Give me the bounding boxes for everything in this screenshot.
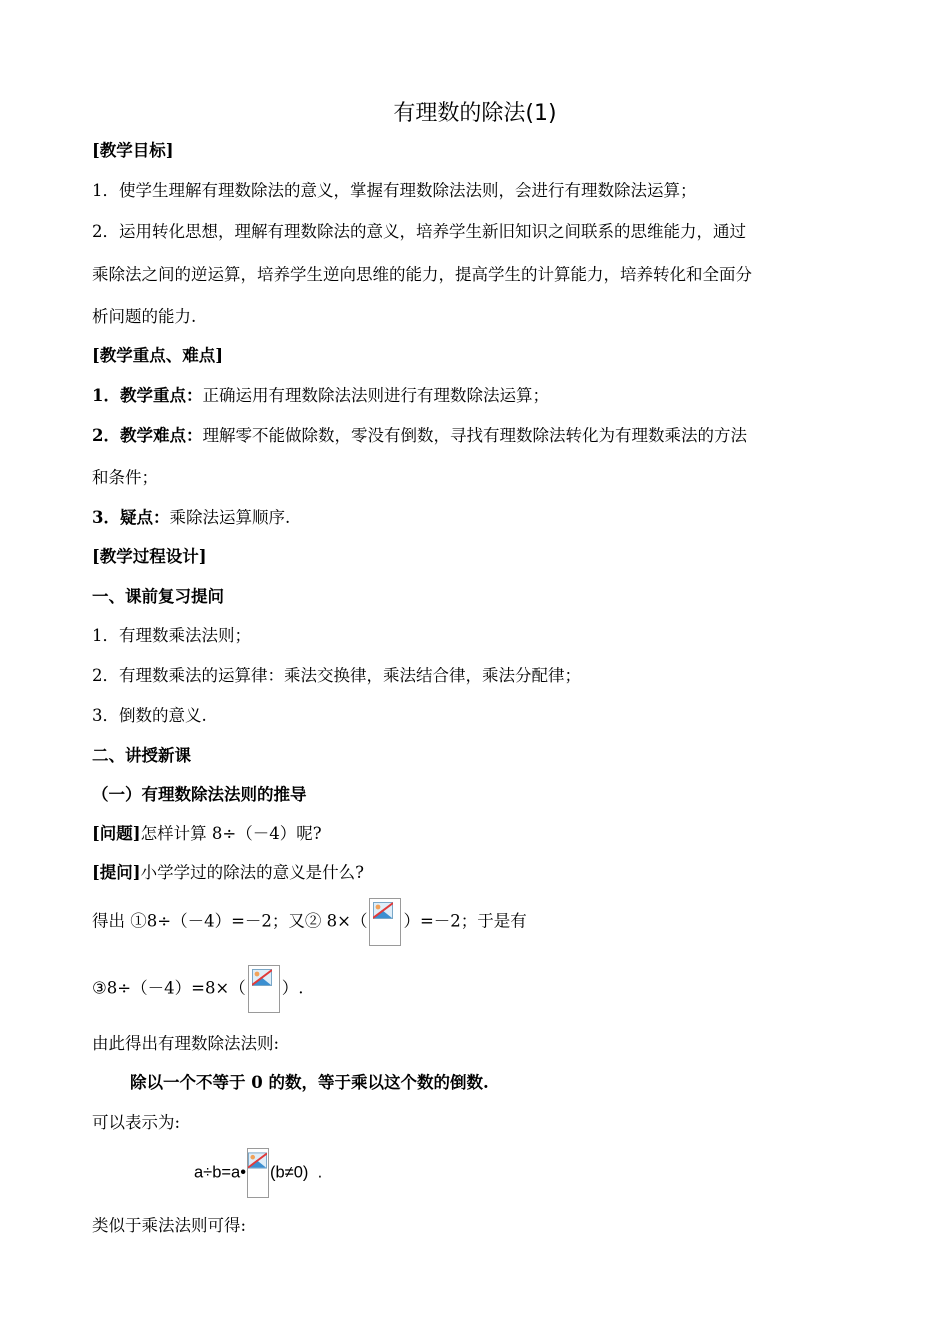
ask-text: 小学学过的除法的意义是什么? — [140, 863, 364, 882]
key-doubt-text: 乘除法运算顺序. — [169, 508, 291, 527]
formula-start: a÷b=a• — [194, 1163, 246, 1182]
key-doubt-label: 3．疑点： — [92, 508, 170, 527]
derivation-line-2 — [92, 965, 304, 1013]
derivation-2-start: ③8÷（－4）=8×（ — [92, 978, 246, 998]
review-item-1: 1．有理数乘法法则； — [92, 626, 251, 645]
key-focus-label: 1．教学重点： — [92, 386, 203, 405]
review-item-3: 3．倒数的意义. — [92, 706, 207, 725]
section-1-heading: 一、课前复习提问 — [92, 587, 224, 606]
objective-item-2-line-2: 乘除法之间的逆运算，培养学生逆向思维的能力，提高学生的计算能力，培养转化和全面分 — [92, 265, 752, 284]
process-heading: [教学过程设计] — [92, 547, 207, 566]
ask-label: [提问] — [92, 863, 141, 882]
subsection-1-heading: （一）有理数除法法则的推导 — [92, 785, 307, 804]
document-title: 有理数的除法(1) — [393, 101, 557, 126]
question-line — [92, 824, 322, 844]
question-label: [问题] — [92, 824, 141, 843]
derivation-1-end: ）=－2；于是有 — [403, 911, 527, 931]
division-formula — [194, 1148, 322, 1198]
broken-image-icon — [247, 1148, 269, 1198]
broken-image-icon — [369, 898, 401, 946]
key-focus-line — [92, 386, 549, 406]
broken-image-icon — [248, 965, 280, 1013]
express-line: 可以表示为: — [92, 1113, 181, 1132]
key-difficulty-line-2: 和条件； — [92, 468, 158, 487]
formula-condition: (b≠0) — [270, 1163, 309, 1182]
rule-intro: 由此得出有理数除法法则: — [92, 1034, 280, 1053]
division-rule: 除以一个不等于 0 的数，等于乘以这个数的倒数. — [130, 1073, 489, 1092]
question-text: 怎样计算 8÷（－4）呢? — [140, 824, 322, 843]
review-item-2: 2．有理数乘法的运算律：乘法交换律，乘法结合律，乘法分配律； — [92, 666, 581, 685]
objective-item-2-line-3: 析问题的能力. — [92, 307, 197, 326]
objective-item-2-line-1: 2．运用转化思想，理解有理数除法的意义，培养学生新旧知识之间联系的思维能力，通过 — [92, 222, 746, 241]
objectives-heading: [教学目标] — [92, 141, 174, 160]
derivation-1-start: 得出 ①8÷（－4）=－2；又② 8×（ — [92, 911, 368, 931]
key-doubt-line — [92, 508, 290, 528]
key-difficulty-line — [92, 426, 747, 446]
ask-line — [92, 863, 364, 883]
derivation-line-1 — [92, 898, 527, 946]
section-2-heading: 二、讲授新课 — [92, 746, 191, 765]
key-focus-text: 正确运用有理数除法法则进行有理数除法运算； — [202, 386, 549, 405]
key-difficulty-label: 2．教学难点： — [92, 426, 203, 445]
similar-line: 类似于乘法法则可得: — [92, 1216, 247, 1235]
derivation-2-end: ）. — [281, 978, 304, 998]
key-difficulty-text: 理解零不能做除数，零没有倒数，寻找有理数除法转化为有理数乘法的方法 — [202, 426, 747, 445]
objective-item-1: 1．使学生理解有理数除法的意义，掌握有理数除法法则，会进行有理数除法运算； — [92, 181, 697, 200]
key-points-heading: [教学重点、难点] — [92, 346, 224, 365]
formula-end: . — [317, 1163, 323, 1182]
